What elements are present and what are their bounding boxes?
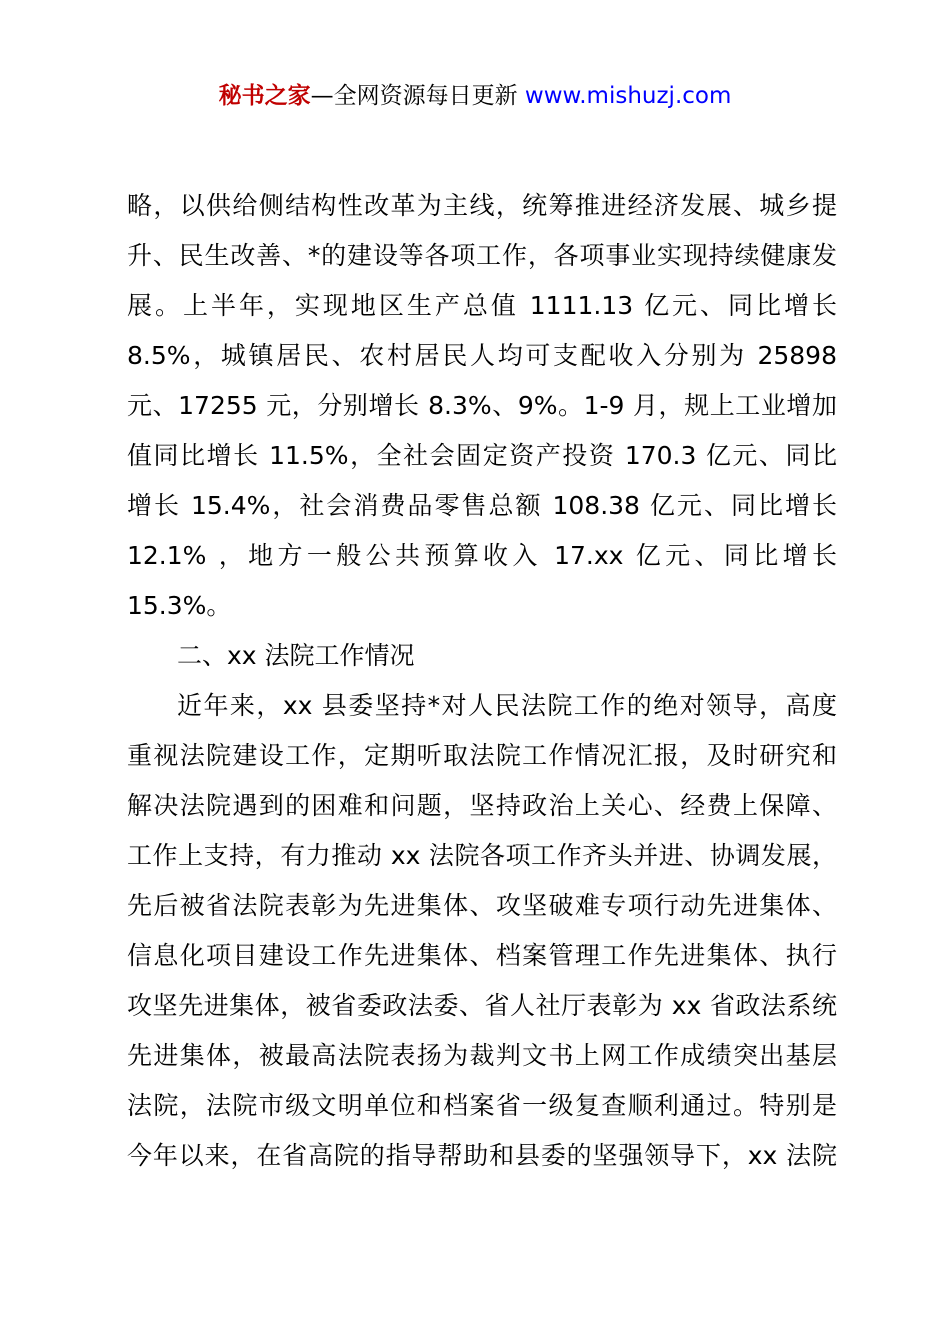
body-line: 今年以来，在省高院的指导帮助和县委的坚强领导下，xx 法院 <box>127 1141 837 1170</box>
body-line: 解决法院遇到的困难和问题，坚持政治上关心、经费上保障、 <box>127 791 837 820</box>
body-line: 增长 15.4%，社会消费品零售总额 108.38 亿元、同比增长 <box>127 491 837 520</box>
body-line: 工作上支持，有力推动 xx 法院各项工作齐头并进、协调发展， <box>127 841 837 870</box>
header-tagline: —全网资源每日更新 <box>310 83 525 109</box>
body-line: 12.1% ，地方一般公共预算收入 17.xx 亿元、同比增长 <box>127 541 837 570</box>
document-body <box>127 181 837 1181</box>
body-line: 15.3%。 <box>127 591 232 620</box>
body-line: 升、民生改善、*的建设等各项工作，各项事业实现持续健康发 <box>127 241 837 270</box>
body-line: 信息化项目建设工作先进集体、档案管理工作先进集体、执行 <box>127 941 837 970</box>
section-heading: 二、xx 法院工作情况 <box>177 641 415 670</box>
website-url[interactable]: www.mishuzj.com <box>524 83 732 109</box>
body-line: 8.5%，城镇居民、农村居民人均可支配收入分别为 25898 <box>127 341 837 370</box>
body-line: 值同比增长 11.5%，全社会固定资产投资 170.3 亿元、同比 <box>127 441 837 470</box>
body-line: 近年来，xx 县委坚持*对人民法院工作的绝对领导，高度 <box>177 691 837 720</box>
body-line: 先进集体，被最高法院表扬为裁判文书上网工作成绩突出基层 <box>127 1041 837 1070</box>
body-line: 略，以供给侧结构性改革为主线，统筹推进经济发展、城乡提 <box>127 191 837 220</box>
brand-name: 秘书之家 <box>218 83 311 109</box>
body-line: 攻坚先进集体，被省委政法委、省人社厅表彰为 xx 省政法系统 <box>127 991 837 1020</box>
body-line: 展。上半年，实现地区生产总值 1111.13 亿元、同比增长 <box>127 291 837 320</box>
body-line: 元、17255 元，分别增长 8.3%、9%。1-9 月，规上工业增加 <box>127 391 837 420</box>
body-line: 法院，法院市级文明单位和档案省一级复查顺利通过。特别是 <box>127 1091 837 1120</box>
body-line: 先后被省法院表彰为先进集体、攻坚破难专项行动先进集体、 <box>127 891 837 920</box>
body-line: 重视法院建设工作，定期听取法院工作情况汇报，及时研究和 <box>127 741 837 770</box>
page-header <box>0 80 950 112</box>
